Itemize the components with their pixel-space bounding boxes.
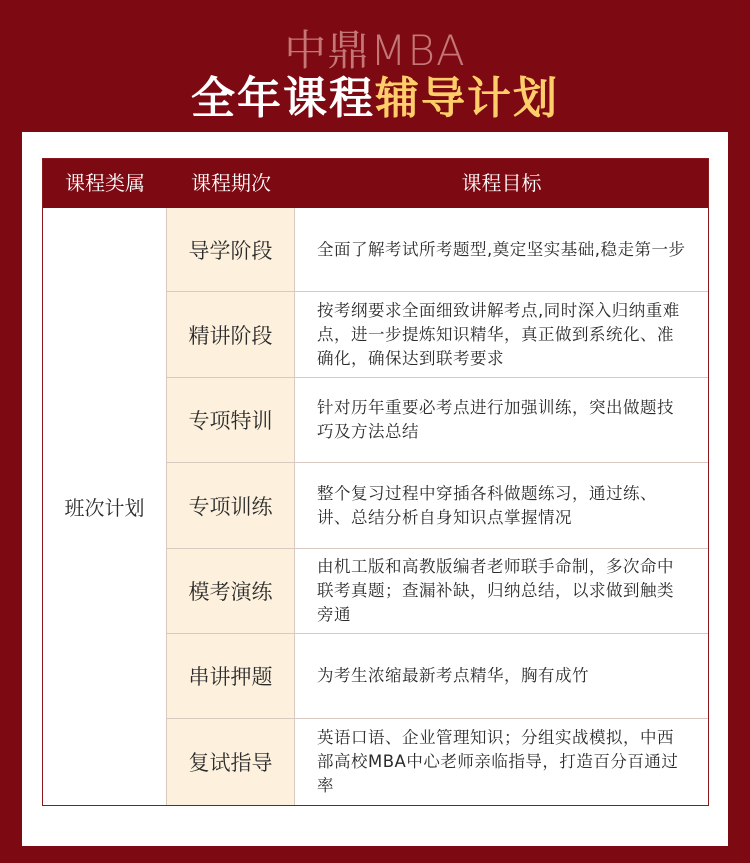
table-row <box>167 292 708 378</box>
column-header-stage: 课程期次 <box>191 171 271 195</box>
table-row <box>167 378 708 463</box>
page-title <box>0 62 750 126</box>
brand-logo: 中鼎MBA <box>284 26 466 75</box>
stage-cell: 串讲押题 <box>167 634 295 718</box>
content-card <box>22 132 728 846</box>
goal-cell: 全面了解考试所考题型,奠定坚实基础,稳走第一步 <box>317 239 686 259</box>
stage-cell: 模考演练 <box>167 549 295 633</box>
stage-cell: 精讲阶段 <box>167 292 295 377</box>
column-header-category: 课程类属 <box>65 171 145 195</box>
title-gold-part: 辅导计划 <box>375 73 559 124</box>
goal-cell: 英语口语、企业管理知识；分组实战模拟，中西部高校MBA中心老师亲临指导，打造百分百通过率 <box>317 728 679 795</box>
table-row <box>167 634 708 719</box>
stage-cell: 导学阶段 <box>167 208 295 291</box>
goal-cell: 整个复习过程中穿插各科做题练习，通过练、讲、总结分析自身知识点掌握情况 <box>317 483 657 527</box>
goal-cell: 由机工版和高教版编者老师联手命制，多次命中联考真题；查漏补缺，归纳总结，以求做到触类旁通 <box>317 557 674 624</box>
stage-cell: 专项训练 <box>167 463 295 548</box>
table-header-row <box>43 159 708 208</box>
goal-cell: 按考纲要求全面细致讲解考点,同时深入归纳重难点，进一步提炼知识精华，真正做到系统化、准确化，确保达到联考要求 <box>317 300 680 368</box>
course-plan-table <box>42 158 709 806</box>
goal-cell: 针对历年重要必考点进行加强训练，突出做题技巧及方法总结 <box>317 398 674 441</box>
stage-cell: 专项特训 <box>167 378 295 462</box>
title-white-part: 全年课程 <box>191 73 375 124</box>
category-cell <box>43 208 167 805</box>
stage-cell: 复试指导 <box>167 719 295 805</box>
page-header <box>0 0 750 130</box>
column-header-goal: 课程目标 <box>461 171 542 195</box>
table-row <box>167 549 708 634</box>
table-row <box>167 208 708 292</box>
goal-cell: 为考生浓缩最新考点精华，胸有成竹 <box>317 666 589 685</box>
category-label: 班次计划 <box>64 496 145 520</box>
table-row <box>167 463 708 549</box>
table-row <box>167 719 708 805</box>
